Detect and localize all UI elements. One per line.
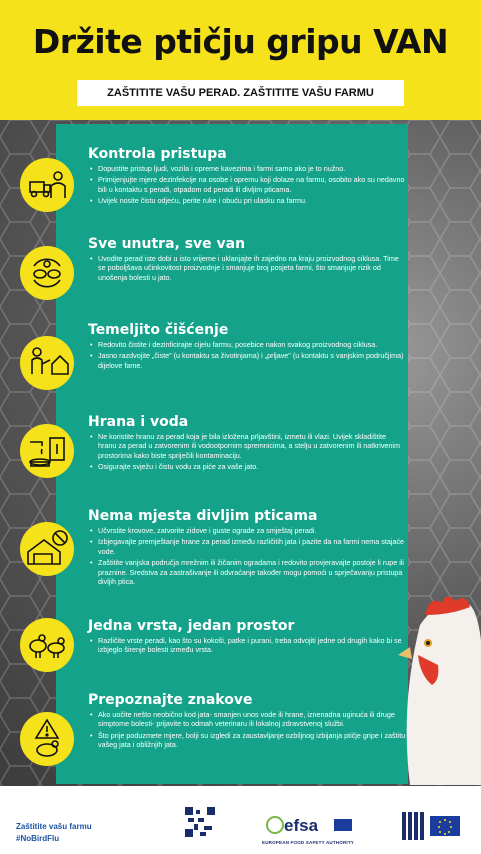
page-subtitle: ZAŠTITITE VAŠU PERAD. ZAŠTITITE VAŠU FARMU — [77, 80, 404, 106]
qr-code[interactable] — [184, 806, 216, 838]
bullet: • Primijenjujte mjere dezinfekcije na osobe i opremu koji dolaze na farmu, osobito ako su nedavno bili u kontaktu s peradi, otpadom od peradi ili divljim pticama. — [98, 175, 406, 194]
section-title: Sve unutra, sve van — [88, 236, 246, 252]
bullet: • Različite vrste peradi, kao što su kokoši, patke i purani, treba odvojiti jedne od drugih kako bi se izbjeglo širenje bolesti između vrsta. — [98, 636, 406, 655]
bullet: • Što prije poduzmete mjere, bolji su izgledi za zaustavljanje ozbiljnog izbijanja ptičje gripe i zaštitu vašeg jata i obližnjih jata. — [98, 731, 406, 750]
hen-image — [380, 585, 481, 785]
european-commission-logo — [398, 808, 468, 844]
section-food-water — [88, 414, 406, 474]
section-title: Prepoznajte znakove — [88, 692, 253, 708]
chickens-cycle-icon — [20, 246, 74, 300]
bullet: • Izbjegavajte premještanje hrane za perad između različitih jata i pazite da na farmi nema stajaće vode. — [98, 537, 406, 556]
footer-hashtag: #NoBirdFlu — [16, 834, 60, 843]
bullet: • Ne koristite hranu za perad koja je bila izložena prljavštini, izmetu ili vlazi. Uvijek skladištite hranu za perad u zatvorenim ili vodootpornim spremnicima, a stelju u zatvorenim ili natkrivenim prostorima kako biste spriječili kontaminaciju. — [98, 432, 406, 460]
section-title: Jedna vrsta, jedan prostor — [88, 618, 295, 634]
section-title: Kontrola pristupa — [88, 146, 227, 162]
efsa-logo — [266, 812, 356, 838]
bullet: • Jasno razdvojite „čiste" (u kontaktu sa životinjama) i „prljave" (u kontaktu s vanjskim područjima) dijelove fame. — [98, 351, 406, 370]
section-title: Hrana i voda — [88, 414, 189, 430]
footer-tagline: Zaštitite vašu farmu — [16, 822, 92, 831]
chicken-duck-icon — [20, 618, 74, 672]
section-no-wild-birds — [88, 508, 406, 588]
section-recognize-signs — [88, 692, 406, 752]
section-all-in-all-out — [88, 236, 406, 284]
bullet: • Učvrstite krovove, zatvorite zidove i guste ograde za smještaj peradi. — [98, 526, 406, 535]
page-title: Držite ptičju gripu VAN — [32, 22, 449, 61]
bullet: • Ako uočite nešto neobično kod jata- smanjen unos vode ili hrane, iznenadna uginuća ili druge simptome bolesti- prijavite to odmah veterinaru ili lokalnoj zdravstvenoj službi. — [98, 710, 406, 729]
farmer-truck-icon — [20, 158, 74, 212]
food-water-icon — [20, 424, 74, 478]
section-one-species — [88, 618, 406, 657]
warning-sick-bird-icon — [20, 712, 74, 766]
bullet: • Dopustite pristup ljudi, vozila i opreme kavezima i farmi samo ako je to nužno. — [98, 164, 406, 173]
bullet: • Uvodite perad iste dobi u isto vrijeme i uklanjajte ih zajedno na kraju proizvodnog ciklusa. Time se poboljšava učinkovitost proizvodnje i smanjuje broj posjeta farmi, što smanjuje rizik od unošenja bolesti u jato. — [98, 254, 406, 282]
efsa-name: EUROPEAN FOOD SAFETY AUTHORITY — [262, 840, 355, 845]
disinfection-sprayer-icon — [20, 336, 74, 390]
section-thorough-cleaning — [88, 322, 406, 372]
bullet: • Osigurajte svježu i čistu vodu za piće za vaše jato. — [98, 462, 406, 471]
section-access-control — [88, 146, 406, 208]
efsa-logo-text: efsa — [284, 816, 319, 835]
section-title: Temeljito čišćenje — [88, 322, 229, 338]
section-title: Nema mjesta divljim pticama — [88, 508, 318, 524]
bullet: • Zaštitite vanjska područja mrežnim ili žičanim ogradama i redovito provjeravajte postoje li rupe ili praznine. Sredstva za zastrašivanje ili odvraćanje također mogu pomoći u sprječavanju pristupa divljih ptica. — [98, 558, 406, 586]
bullet: • Redovito čistite i dezinficirajte cijelu farmu, posebice nakon svakog proizvodnog ciklusa. — [98, 340, 406, 349]
bullet: • Uvijek nosite čistu odjeću, perite ruke i obuću pri ulasku na farmu. — [98, 196, 406, 205]
no-wild-birds-icon — [20, 522, 74, 576]
